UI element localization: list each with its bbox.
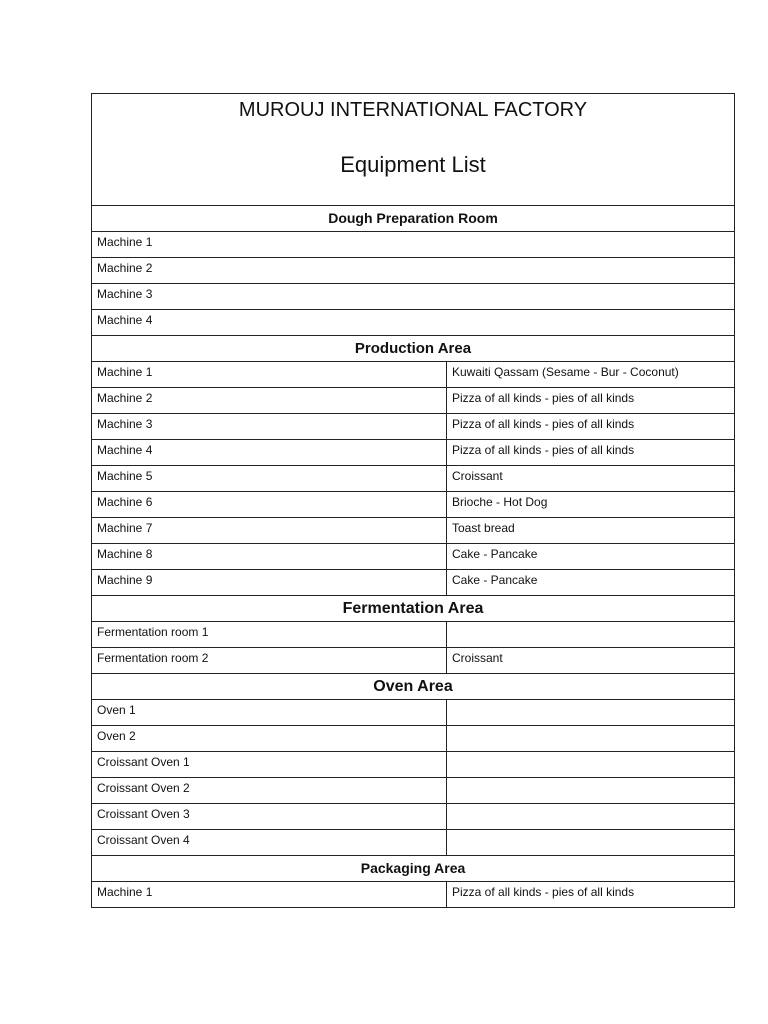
equipment-name-cell [92,492,447,518]
equipment-name: Fermentation room 2 [97,651,209,665]
section-header-cell [92,674,735,700]
equipment-name-cell [92,622,447,648]
product-name: Pizza of all kinds - pies of all kinds [452,391,635,405]
table-row [92,700,735,726]
equipment-name: Croissant Oven 3 [97,807,190,821]
product-cell [447,362,735,388]
equipment-name: Machine 1 [97,365,153,379]
equipment-name-cell [92,362,447,388]
table-row [92,570,735,596]
equipment-name: Machine 2 [97,391,153,405]
section-header-cell [92,856,735,882]
title-cell [92,94,735,206]
table-row [92,648,735,674]
equipment-name-cell [92,804,447,830]
table-row [92,232,735,258]
product-cell [447,700,735,726]
equipment-name-cell [92,258,735,284]
equipment-name-cell [92,830,447,856]
table-row [92,830,735,856]
equipment-name: Croissant Oven 2 [97,781,190,795]
equipment-name: Machine 5 [97,469,153,483]
equipment-name: Machine 6 [97,495,153,509]
section-header-row [92,596,735,622]
equipment-name-cell [92,232,735,258]
document-title: Equipment List [340,152,486,177]
section-header-row [92,336,735,362]
section-header-cell [92,336,735,362]
table-row [92,414,735,440]
product-name [447,726,734,728]
section-title: Dough Preparation Room [328,210,498,226]
table-row [92,726,735,752]
equipment-name-cell [92,466,447,492]
table-row [92,492,735,518]
product-name: Cake - Pancake [452,547,538,561]
equipment-name: Oven 1 [97,703,136,717]
table-row [92,544,735,570]
equipment-table [91,93,735,908]
table-row [92,778,735,804]
equipment-name: Croissant Oven 4 [97,833,190,847]
equipment-name-cell [92,648,447,674]
section-title: Oven Area [373,678,453,695]
product-cell [447,648,735,674]
product-cell [447,466,735,492]
equipment-name-cell [92,310,735,336]
equipment-name-cell [92,518,447,544]
product-name: Pizza of all kinds - pies of all kinds [452,885,635,899]
equipment-name-cell [92,778,447,804]
product-name [447,778,734,780]
equipment-name-cell [92,544,447,570]
product-cell [447,882,735,908]
product-cell [447,752,735,778]
table-row [92,804,735,830]
table-row [92,466,735,492]
product-cell [447,726,735,752]
table-row [92,752,735,778]
section-header-row [92,206,735,232]
product-name: Pizza of all kinds - pies of all kinds [452,443,635,457]
product-cell [447,570,735,596]
equipment-name: Machine 1 [97,885,153,899]
product-name [447,622,734,624]
equipment-name: Machine 2 [97,261,153,275]
product-name [447,830,734,832]
product-name [447,700,734,702]
equipment-name: Machine 8 [97,547,153,561]
product-name: Toast bread [452,521,515,535]
table-row [92,310,735,336]
product-name: Pizza of all kinds - pies of all kinds [452,417,635,431]
equipment-name-cell [92,882,447,908]
table-row [92,882,735,908]
product-cell [447,440,735,466]
equipment-name-cell [92,700,447,726]
equipment-name-cell [92,388,447,414]
section-header-row [92,674,735,700]
product-name: Croissant [452,651,503,665]
table-row [92,258,735,284]
equipment-name: Oven 2 [97,729,136,743]
product-name: Cake - Pancake [452,573,538,587]
table-row [92,518,735,544]
equipment-name-cell [92,414,447,440]
product-cell [447,388,735,414]
equipment-name: Machine 3 [97,417,153,431]
product-cell [447,622,735,648]
product-name [447,752,734,754]
equipment-name: Machine 3 [97,287,153,301]
equipment-name-cell [92,752,447,778]
equipment-name-cell [92,726,447,752]
product-cell [447,544,735,570]
title-row [92,94,735,206]
table-row [92,388,735,414]
table-row [92,440,735,466]
section-title: Fermentation Area [342,600,484,617]
company-name: MUROUJ INTERNATIONAL FACTORY [238,99,588,121]
equipment-name-cell [92,284,735,310]
product-cell [447,414,735,440]
equipment-name: Machine 1 [97,235,153,249]
equipment-name: Fermentation room 1 [97,625,209,639]
section-title: Production Area [354,340,472,357]
section-header-cell [92,206,735,232]
product-name: Brioche - Hot Dog [452,495,548,509]
table-row [92,284,735,310]
equipment-name: Machine 7 [97,521,153,535]
product-name [447,804,734,806]
equipment-name: Machine 4 [97,443,153,457]
table-row [92,362,735,388]
table-row [92,622,735,648]
product-cell [447,830,735,856]
product-cell [447,518,735,544]
equipment-name: Croissant Oven 1 [97,755,190,769]
section-title: Packaging Area [360,860,466,876]
product-cell [447,778,735,804]
equipment-name: Machine 9 [97,573,153,587]
product-name: Kuwaiti Qassam (Sesame - Bur - Coconut) [452,365,679,379]
equipment-name: Machine 4 [97,313,153,327]
product-cell [447,492,735,518]
section-header-cell [92,596,735,622]
equipment-name-cell [92,570,447,596]
section-header-row [92,856,735,882]
equipment-name-cell [92,440,447,466]
product-cell [447,804,735,830]
product-name: Croissant [452,469,503,483]
